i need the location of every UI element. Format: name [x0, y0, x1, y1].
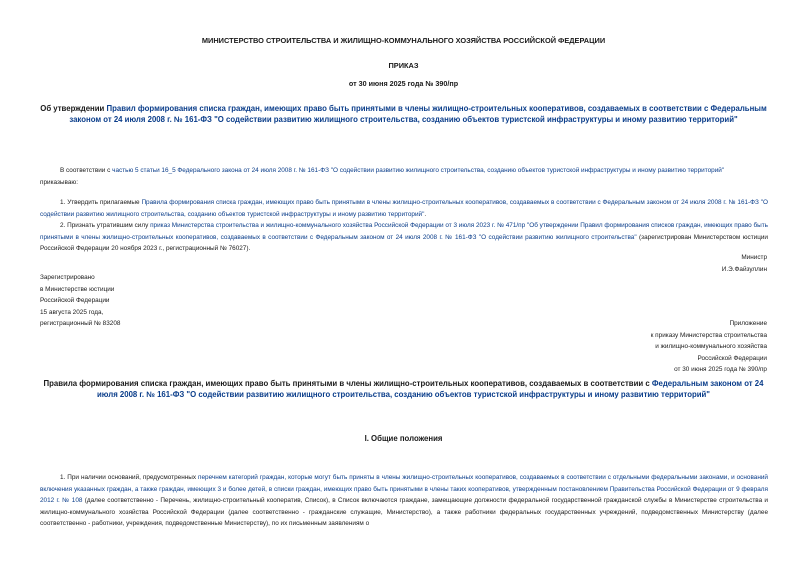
signature-position: Министр [741, 254, 767, 261]
ministry-name: МИНИСТЕРСТВО СТРОИТЕЛЬСТВА И ЖИЛИЩНО-КОММУНАЛЬНОГО ХОЗЯЙСТВА РОССИЙСКОЙ ФЕДЕРАЦИИ [201, 36, 606, 45]
preamble-law-link[interactable]: частью 5 статьи 16_5 Федерального закона от 24 июля 2008 г. № 161-ФЗ "О содействии развитию жилищного строительства, созданию объектов туристской инфраструктуры и иному развитию территорий" [112, 167, 725, 174]
registration-line: Зарегистрировано [40, 274, 95, 281]
rules-paragraph-1 [40, 472, 768, 530]
order-title-link[interactable]: Правил формирования списка граждан, имеющих право быть принятыми в члены жилищно-строительных кооперативов, создаваемых в соответствии с Федеральным законом от 24 июля 2008 г. № 161-ФЗ "О содействии развитию жилищного строительства, созданию объектов туристской инфраструктуры и иному развитию территорий" [69, 104, 767, 124]
appendix-line: к приказу Министерства строительства [650, 331, 767, 339]
registration-block [40, 272, 120, 330]
item-1-rules-link[interactable]: Правила формирования списка граждан, имеющих право быть принятыми в члены жилищно-строительных кооперативов, создаваемых в соответствии с Федеральным законом от 24 июля 2008 г. № 161-ФЗ "О содействии развитию жилищного строительства, созданию объектов туристской инфраструктуры и иному развитию территорий" [40, 199, 768, 218]
order-title-prefix: Об утверждении [40, 104, 107, 113]
appendix-line: Российской Федерации [697, 354, 767, 362]
registration-line: Российской Федерации [40, 297, 110, 305]
registration-line: 15 августа 2025 года, [40, 308, 104, 316]
preamble-order-word: приказываю: [40, 178, 78, 186]
rules-title-law-link[interactable]: Федеральным законом от 24 июля 2008 г. № 161-ФЗ "О содействии развитию жилищного строительства, созданию объектов туристской инфраструктуры и иному развитию территорий" [97, 379, 764, 399]
appendix-line: от 30 июня 2025 года № 390/пр [674, 366, 767, 374]
signature-block [722, 252, 767, 275]
item-1-suffix: . [424, 210, 427, 218]
item-1-prefix: 1. Утвердить прилагаемые [60, 199, 142, 206]
item-2-prefix: 2. Признать утратившим силу [60, 222, 151, 229]
preamble [40, 165, 768, 188]
registration-line: регистрационный № 83208 [40, 320, 121, 328]
rules-title-text: Правила формирования списка граждан, имеющих право быть принятыми в члены жилищно-строительных кооперативов, создаваемых в соответствии с [43, 379, 652, 388]
section-heading: I. Общие положения [364, 434, 443, 443]
para-1-prefix: 1. При наличии оснований, предусмотренных [60, 474, 198, 481]
item-2-repealed-order-link[interactable]: приказ Министерства строительства и жилищно-коммунального хозяйства Российской Федерации от 3 июля 2023 г. № 471/пр "Об утверждении Правил формирования списков граждан, имеющих право быть принятыми в члены жилищно-строительных кооперативов, создаваемых в соответствии с Федеральным законом от 24 июля 2008 г. № 161-ФЗ "О содействии развитию жилищного строительства" [40, 222, 768, 241]
order-date-number: от 30 июня 2025 года № 390/пр [348, 79, 459, 88]
para-1-suffix: (далее соответственно - Перечень, жилищно-строительный кооператив, Список), в Список включаются граждане, замещающие должности федеральной государственной гражданской службы в Министерстве строительства и жилищно-коммунального хозяйства Российской Федерации (далее соответственно - гражданские служащие, Министерство), а также работники федеральных государственных учреждений, подведомственных Министерству (далее соответственно - работники, учреждения, подведомственные Министерству), по их письменным заявлениям о [40, 497, 768, 528]
item-2-suffix: (зарегистрирован Министерством юстиции Российской Федерации 20 ноября 2023 г., регистрационный № 76027). [40, 233, 768, 253]
appendix-line: Приложение [729, 320, 767, 327]
order-item-2 [40, 220, 768, 255]
preamble-prefix: В соответствии с [60, 167, 113, 174]
rules-title [40, 378, 767, 400]
appendix-line: и жилищно-коммунального хозяйства [655, 343, 767, 351]
para-1-list-link[interactable]: перечнем категорий граждан, которые могут быть приняты в члены жилищно-строительных кооперативов, создаваемых в соответствии с отдельными федеральными законами, и оснований включения указанных граждан, а также граждан, имеющих 3 и более детей, в списки граждан, имеющих право быть принятыми в члены таких кооперативов, утвержденным постановлением Правительства Российской Федерации от 9 февраля 2012 г. № 108 [40, 474, 768, 505]
order-type: ПРИКАЗ [388, 61, 419, 70]
signature-name: И.Э.Файзуллин [721, 265, 767, 273]
registration-line: в Министерстве юстиции [40, 285, 115, 293]
order-title [40, 103, 767, 125]
order-item-1 [40, 197, 768, 220]
appendix-block [651, 318, 767, 376]
